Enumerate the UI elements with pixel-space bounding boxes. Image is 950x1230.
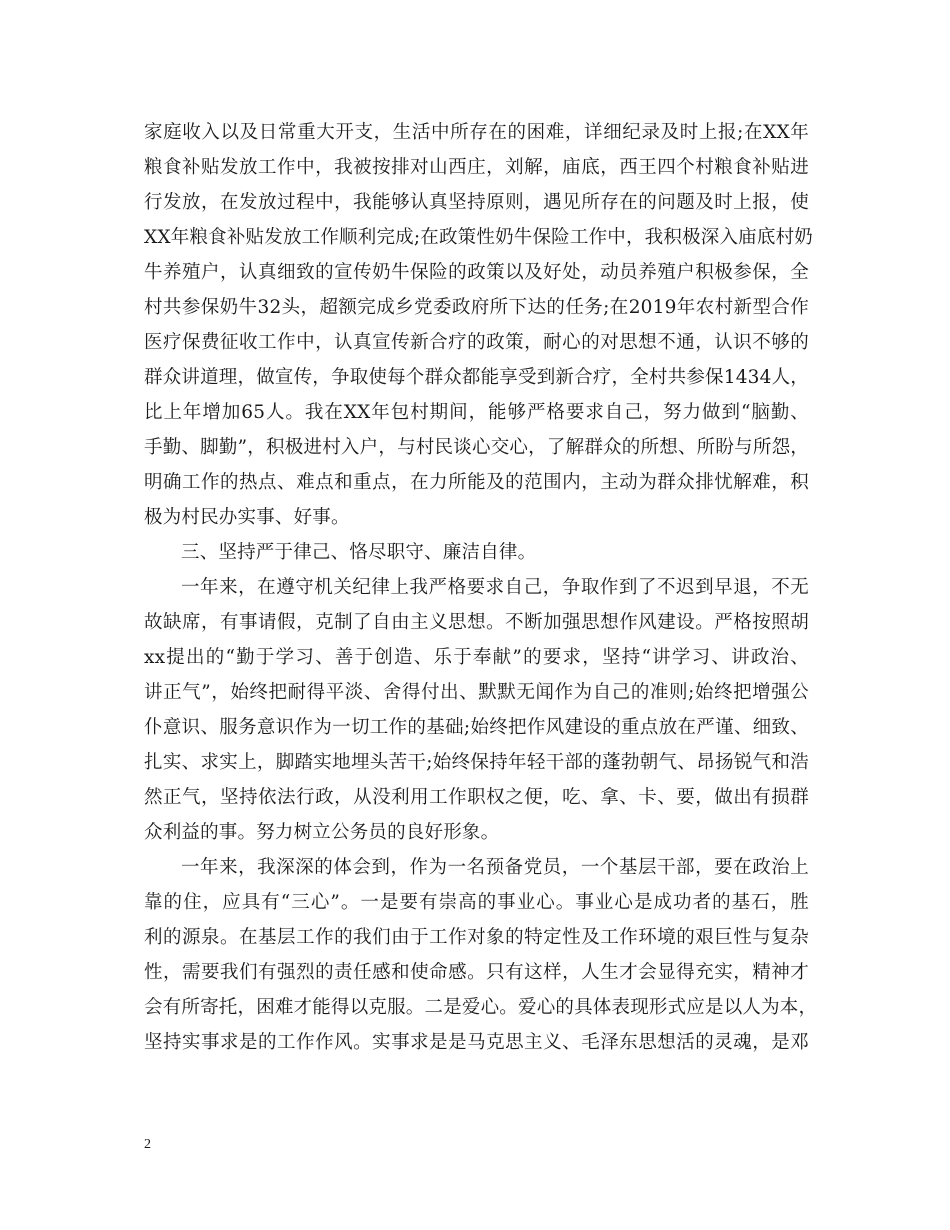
text-line: 明确工作的热点、难点和重点，在力所能及的范围内，主动为群众排忧解难，积 bbox=[144, 472, 809, 493]
page-number: 2 bbox=[144, 1137, 151, 1152]
text-line: 性，需要我们有强烈的责任感和使命感。只有这样，人生才会显得充实，精神才 bbox=[144, 962, 809, 983]
text-line: 坚持实事求是的工作作风。实事求是是马克思主义、毛泽东思想活的灵魂，是邓 bbox=[144, 1032, 809, 1053]
text-line: XX年粮食补贴发放工作顺利完成;在政策性奶牛保险工作中，我积极深入庙底村奶 bbox=[144, 227, 813, 248]
document-body bbox=[144, 115, 818, 1060]
text-line: 牛养殖户，认真细致的宣传奶牛保险的政策以及好处，动员养殖户积极参保，全 bbox=[144, 262, 809, 283]
text-line: 众利益的事。努力树立公务员的良好形象。 bbox=[144, 822, 500, 843]
text-line: 扎实、求实上，脚踏实地埋头苦干;始终保持年轻干部的蓬勃朝气、昂扬锐气和浩 bbox=[144, 752, 809, 773]
text-line: 群众讲道理，做宣传，争取使每个群众都能享受到新合疗，全村共参保1434人， bbox=[144, 367, 809, 388]
text-line: 一年来，我深深的体会到，作为一名预备党员，一个基层干部，要在政治上 bbox=[181, 857, 809, 878]
text-line: 医疗保费征收工作中，认真宣传新合疗的政策，耐心的对思想不通，认识不够的 bbox=[144, 332, 809, 353]
section-heading: 三、坚持严于律己、恪尽职守、廉洁自律。 bbox=[181, 542, 537, 563]
text-line: xx提出的“勤于学习、善于创造、乐于奉献”的要求，坚持“讲学习、讲政治、 bbox=[144, 647, 809, 668]
text-line: 然正气，坚持依法行政，从没利用工作职权之便，吃、拿、卡、要，做出有损群 bbox=[144, 787, 809, 808]
text-line: 粮食补贴发放工作中，我被按排对山西庄，刘解，庙底，西王四个村粮食补贴进 bbox=[144, 157, 809, 178]
text-line: 讲正气”，始终把耐得平淡、舍得付出、默默无闻作为自己的准则;始终把增强公 bbox=[144, 682, 809, 703]
text-line: 利的源泉。在基层工作的我们由于工作对象的特定性及工作环境的艰巨性与复杂 bbox=[144, 927, 809, 948]
text-line: 仆意识、服务意识作为一切工作的基础;始终把作风建设的重点放在严谨、细致、 bbox=[144, 717, 809, 738]
text-line: 家庭收入以及日常重大开支，生活中所存在的困难，详细纪录及时上报;在XX年 bbox=[144, 122, 809, 143]
text-line: 比上年增加65人。我在XX年包村期间，能够严格要求自己，努力做到“脑勤、 bbox=[144, 402, 809, 423]
text-line: 一年来，在遵守机关纪律上我严格要求自己，争取作到了不迟到早退，不无 bbox=[181, 577, 809, 598]
text-line: 极为村民办实事、好事。 bbox=[144, 507, 350, 528]
text-line: 行发放，在发放过程中，我能够认真坚持原则，遇见所存在的问题及时上报，使 bbox=[144, 192, 809, 213]
text-line: 靠的住，应具有“三心”。一是要有崇高的事业心。事业心是成功者的基石，胜 bbox=[144, 892, 809, 913]
text-line: 手勤、脚勤”，积极进村入户，与村民谈心交心，了解群众的所想、所盼与所怨， bbox=[144, 437, 809, 458]
text-line: 故缺席，有事请假，克制了自由主义思想。不断加强思想作风建设。严格按照胡 bbox=[144, 612, 809, 633]
text-line: 村共参保奶牛32头，超额完成乡党委政府所下达的任务;在2019年农村新型合作 bbox=[144, 297, 809, 318]
text-line: 会有所寄托，困难才能得以克服。二是爱心。爱心的具体表现形式应是以人为本， bbox=[144, 997, 818, 1018]
